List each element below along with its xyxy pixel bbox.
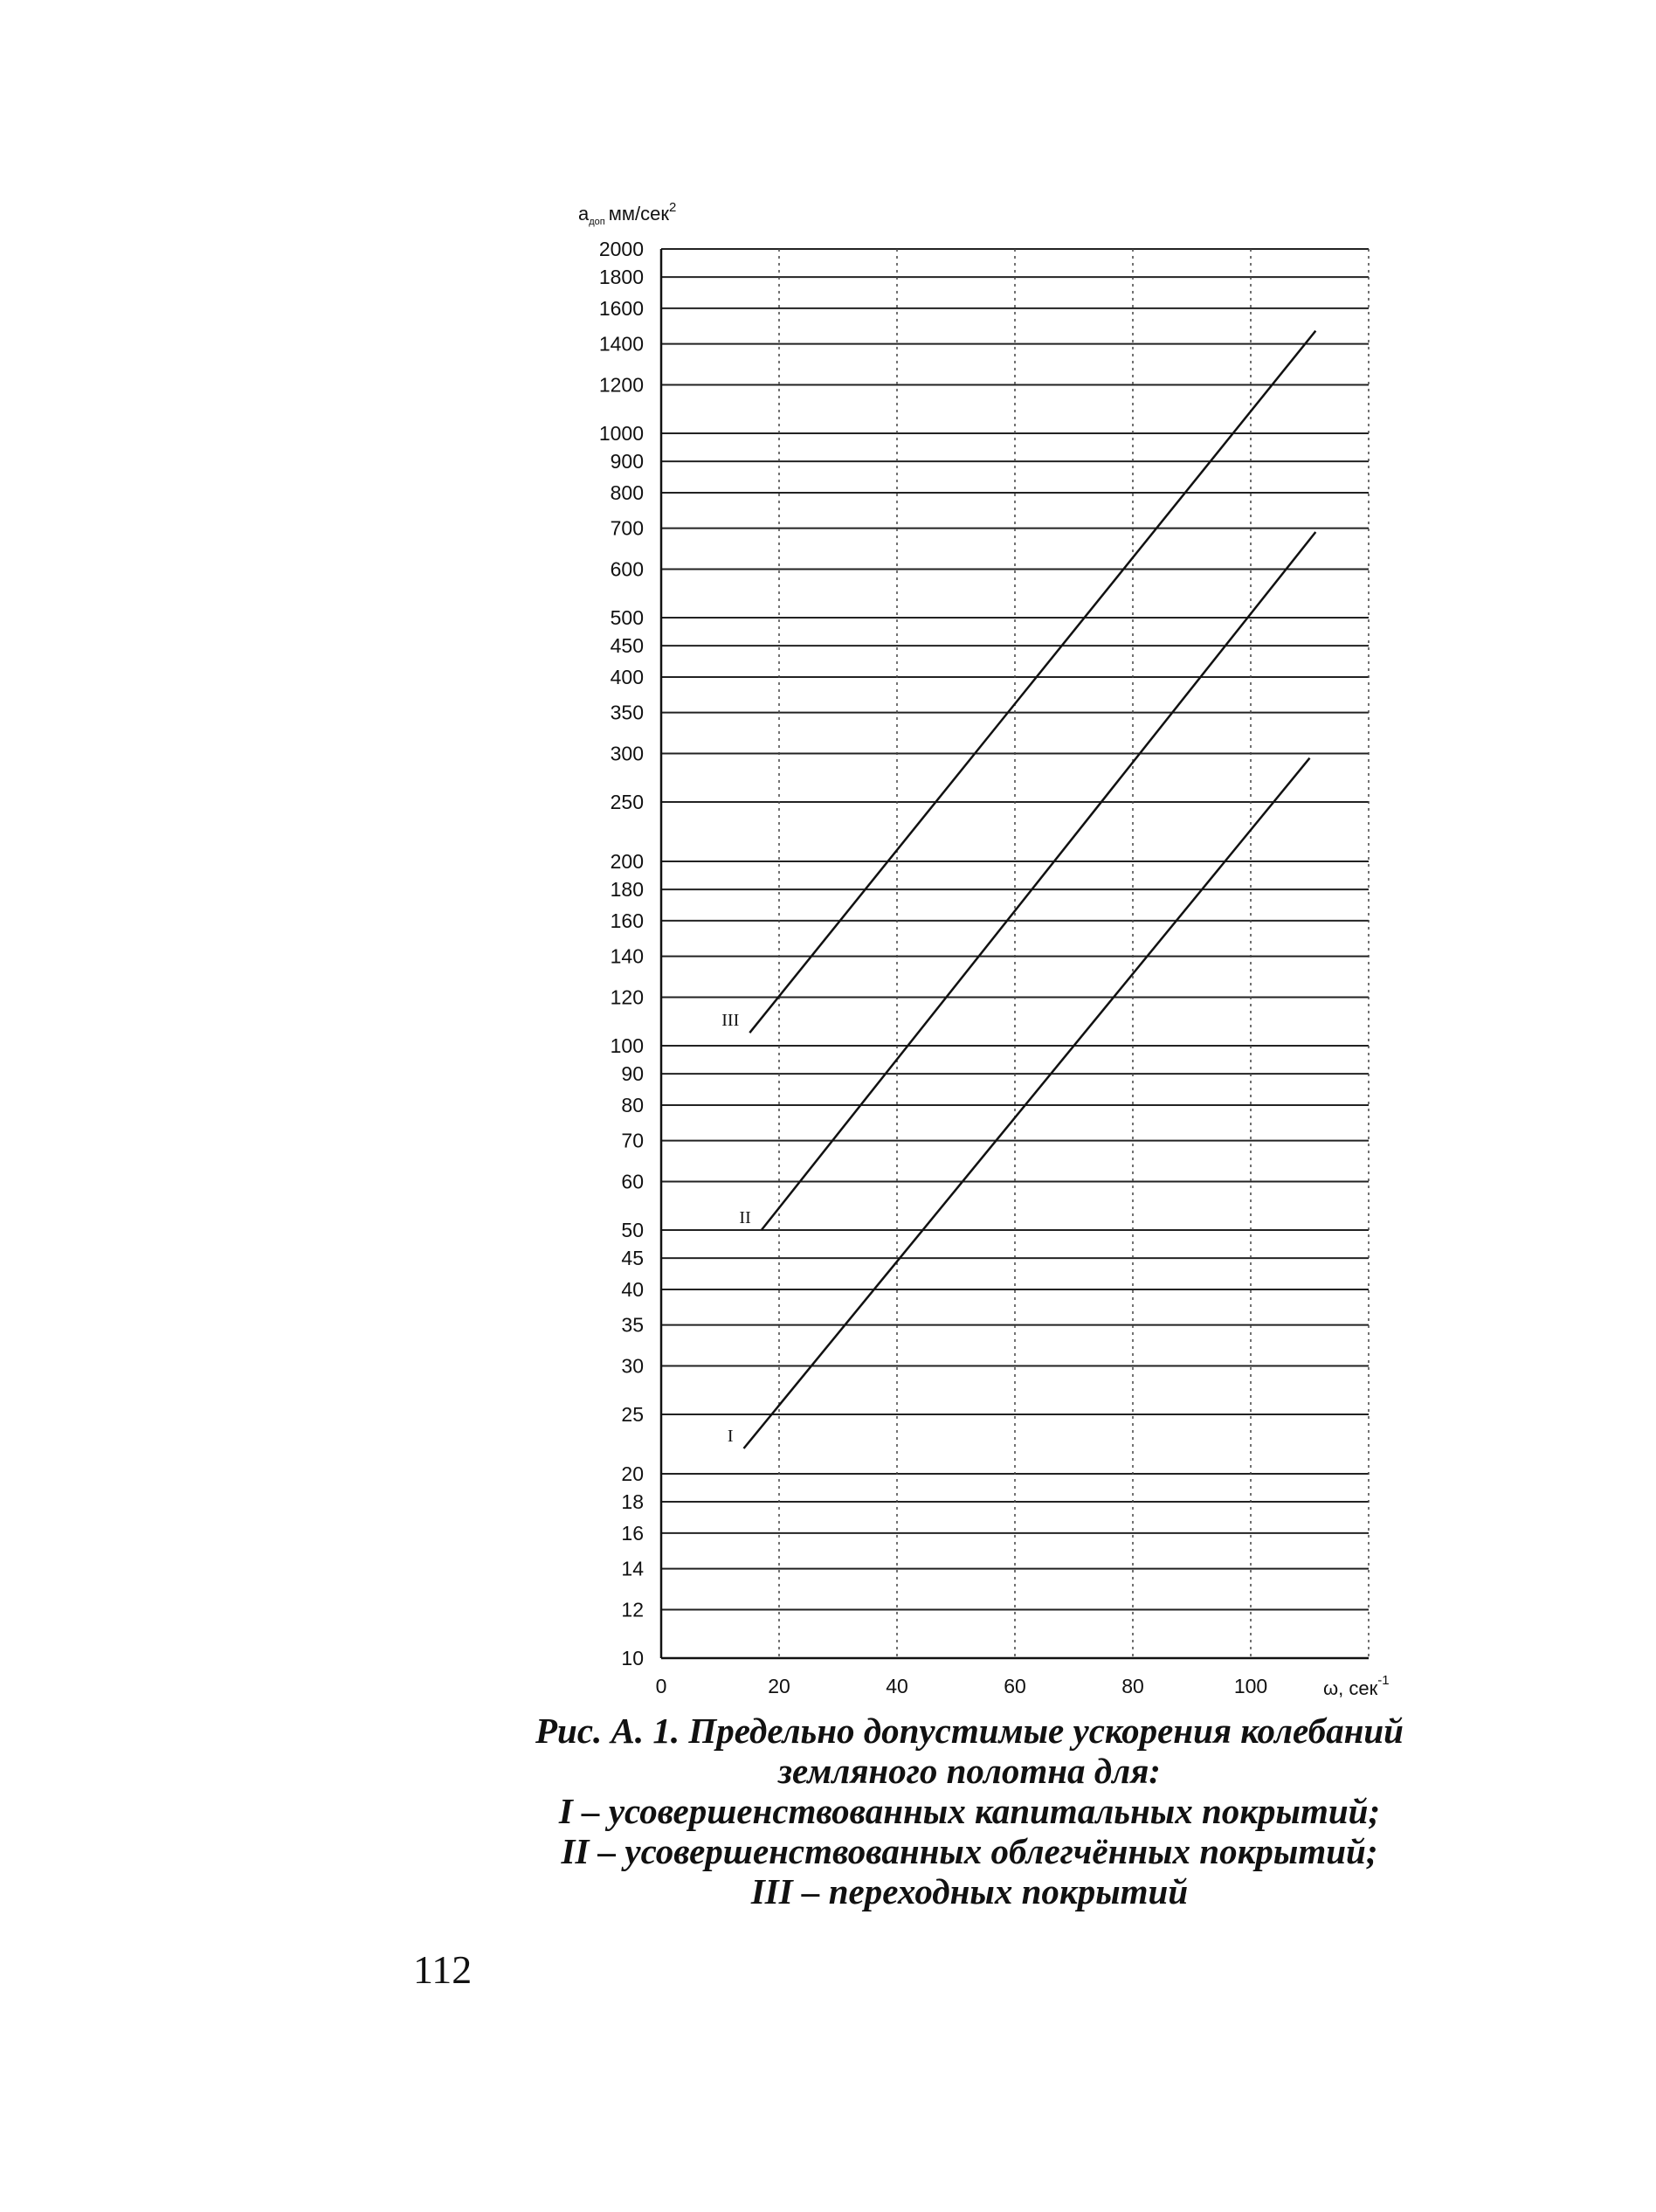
y-tick-label: 90 <box>621 1062 644 1086</box>
y-tick-label: 600 <box>610 557 644 581</box>
y-tick-label: 70 <box>621 1129 644 1152</box>
y-tick-label: 1800 <box>598 266 644 289</box>
figure-caption <box>454 1711 1485 1911</box>
y-tick-label: 14 <box>621 1557 644 1580</box>
y-tick-label: 500 <box>610 606 644 630</box>
y-tick-label: 20 <box>621 1462 644 1485</box>
grid <box>661 249 1369 1658</box>
caption-line: Рис. А. 1. Предельно допустимые ускорения колебаний <box>535 1711 1404 1751</box>
y-tick-label: 100 <box>610 1034 644 1058</box>
series-line-III <box>749 331 1315 1033</box>
y-tick-label: 1600 <box>598 296 644 320</box>
y-tick-label: 40 <box>621 1277 644 1301</box>
y-tick-label: 180 <box>610 878 644 902</box>
page-number: 112 <box>413 1947 473 1992</box>
y-tick-label: 400 <box>610 665 644 688</box>
series-label-I: I <box>727 1426 734 1446</box>
y-tick-label: 300 <box>610 742 644 765</box>
y-tick-label: 80 <box>621 1093 644 1116</box>
caption-line: II – усовершенствованных облегчённых покрытий; <box>561 1831 1378 1871</box>
x-tick-label: 60 <box>1004 1675 1026 1697</box>
y-tick-label: 700 <box>610 516 644 540</box>
y-tick-label: 60 <box>621 1170 644 1193</box>
y-tick-label: 160 <box>610 909 644 932</box>
y-tick-label: 1200 <box>598 373 644 397</box>
y-tick-label: 120 <box>610 985 644 1009</box>
y-tick-label: 900 <box>610 450 644 474</box>
y-tick-label: 35 <box>621 1313 644 1337</box>
x-tick-label: 100 <box>1233 1675 1268 1697</box>
y-tick-label: 50 <box>621 1219 644 1242</box>
y-tick-label: 18 <box>621 1490 644 1514</box>
y-tick-label: 250 <box>610 791 644 814</box>
x-tick-label: 20 <box>768 1675 790 1697</box>
series-label-III: III <box>721 1011 740 1031</box>
tick-labels <box>599 238 1267 1697</box>
caption-line: I – усовершенствованных капитальных покрытий; <box>558 1791 1381 1831</box>
y-tick-label: 1400 <box>598 332 644 356</box>
caption-line: земляного полотна для: <box>778 1751 1161 1791</box>
x-axis-title: ω, сек$^{-1}$ <box>1323 1673 1390 1699</box>
y-tick-label: 16 <box>621 1521 644 1545</box>
caption-line: III – переходных покрытий <box>750 1871 1189 1911</box>
x-tick-label: 80 <box>1121 1675 1144 1697</box>
y-tick-label: 45 <box>621 1247 644 1270</box>
series-line-II <box>762 532 1316 1230</box>
x-tick-label: 0 <box>655 1675 667 1697</box>
y-tick-label: 12 <box>621 1598 644 1621</box>
series-label-II: II <box>739 1208 751 1228</box>
y-tick-label: 140 <box>610 944 644 968</box>
y-axis-title: $a_{доп}$ мм/сек$^2$ <box>578 200 677 227</box>
y-tick-label: 10 <box>621 1647 644 1669</box>
y-tick-label: 30 <box>621 1354 644 1378</box>
y-tick-label: 2000 <box>598 238 644 260</box>
y-tick-label: 25 <box>621 1403 644 1427</box>
y-tick-label: 450 <box>610 634 644 658</box>
y-tick-label: 350 <box>610 701 644 724</box>
y-tick-label: 200 <box>610 849 644 873</box>
y-tick-label: 800 <box>610 480 644 504</box>
x-tick-label: 40 <box>886 1675 908 1697</box>
y-tick-label: 1000 <box>598 422 644 446</box>
